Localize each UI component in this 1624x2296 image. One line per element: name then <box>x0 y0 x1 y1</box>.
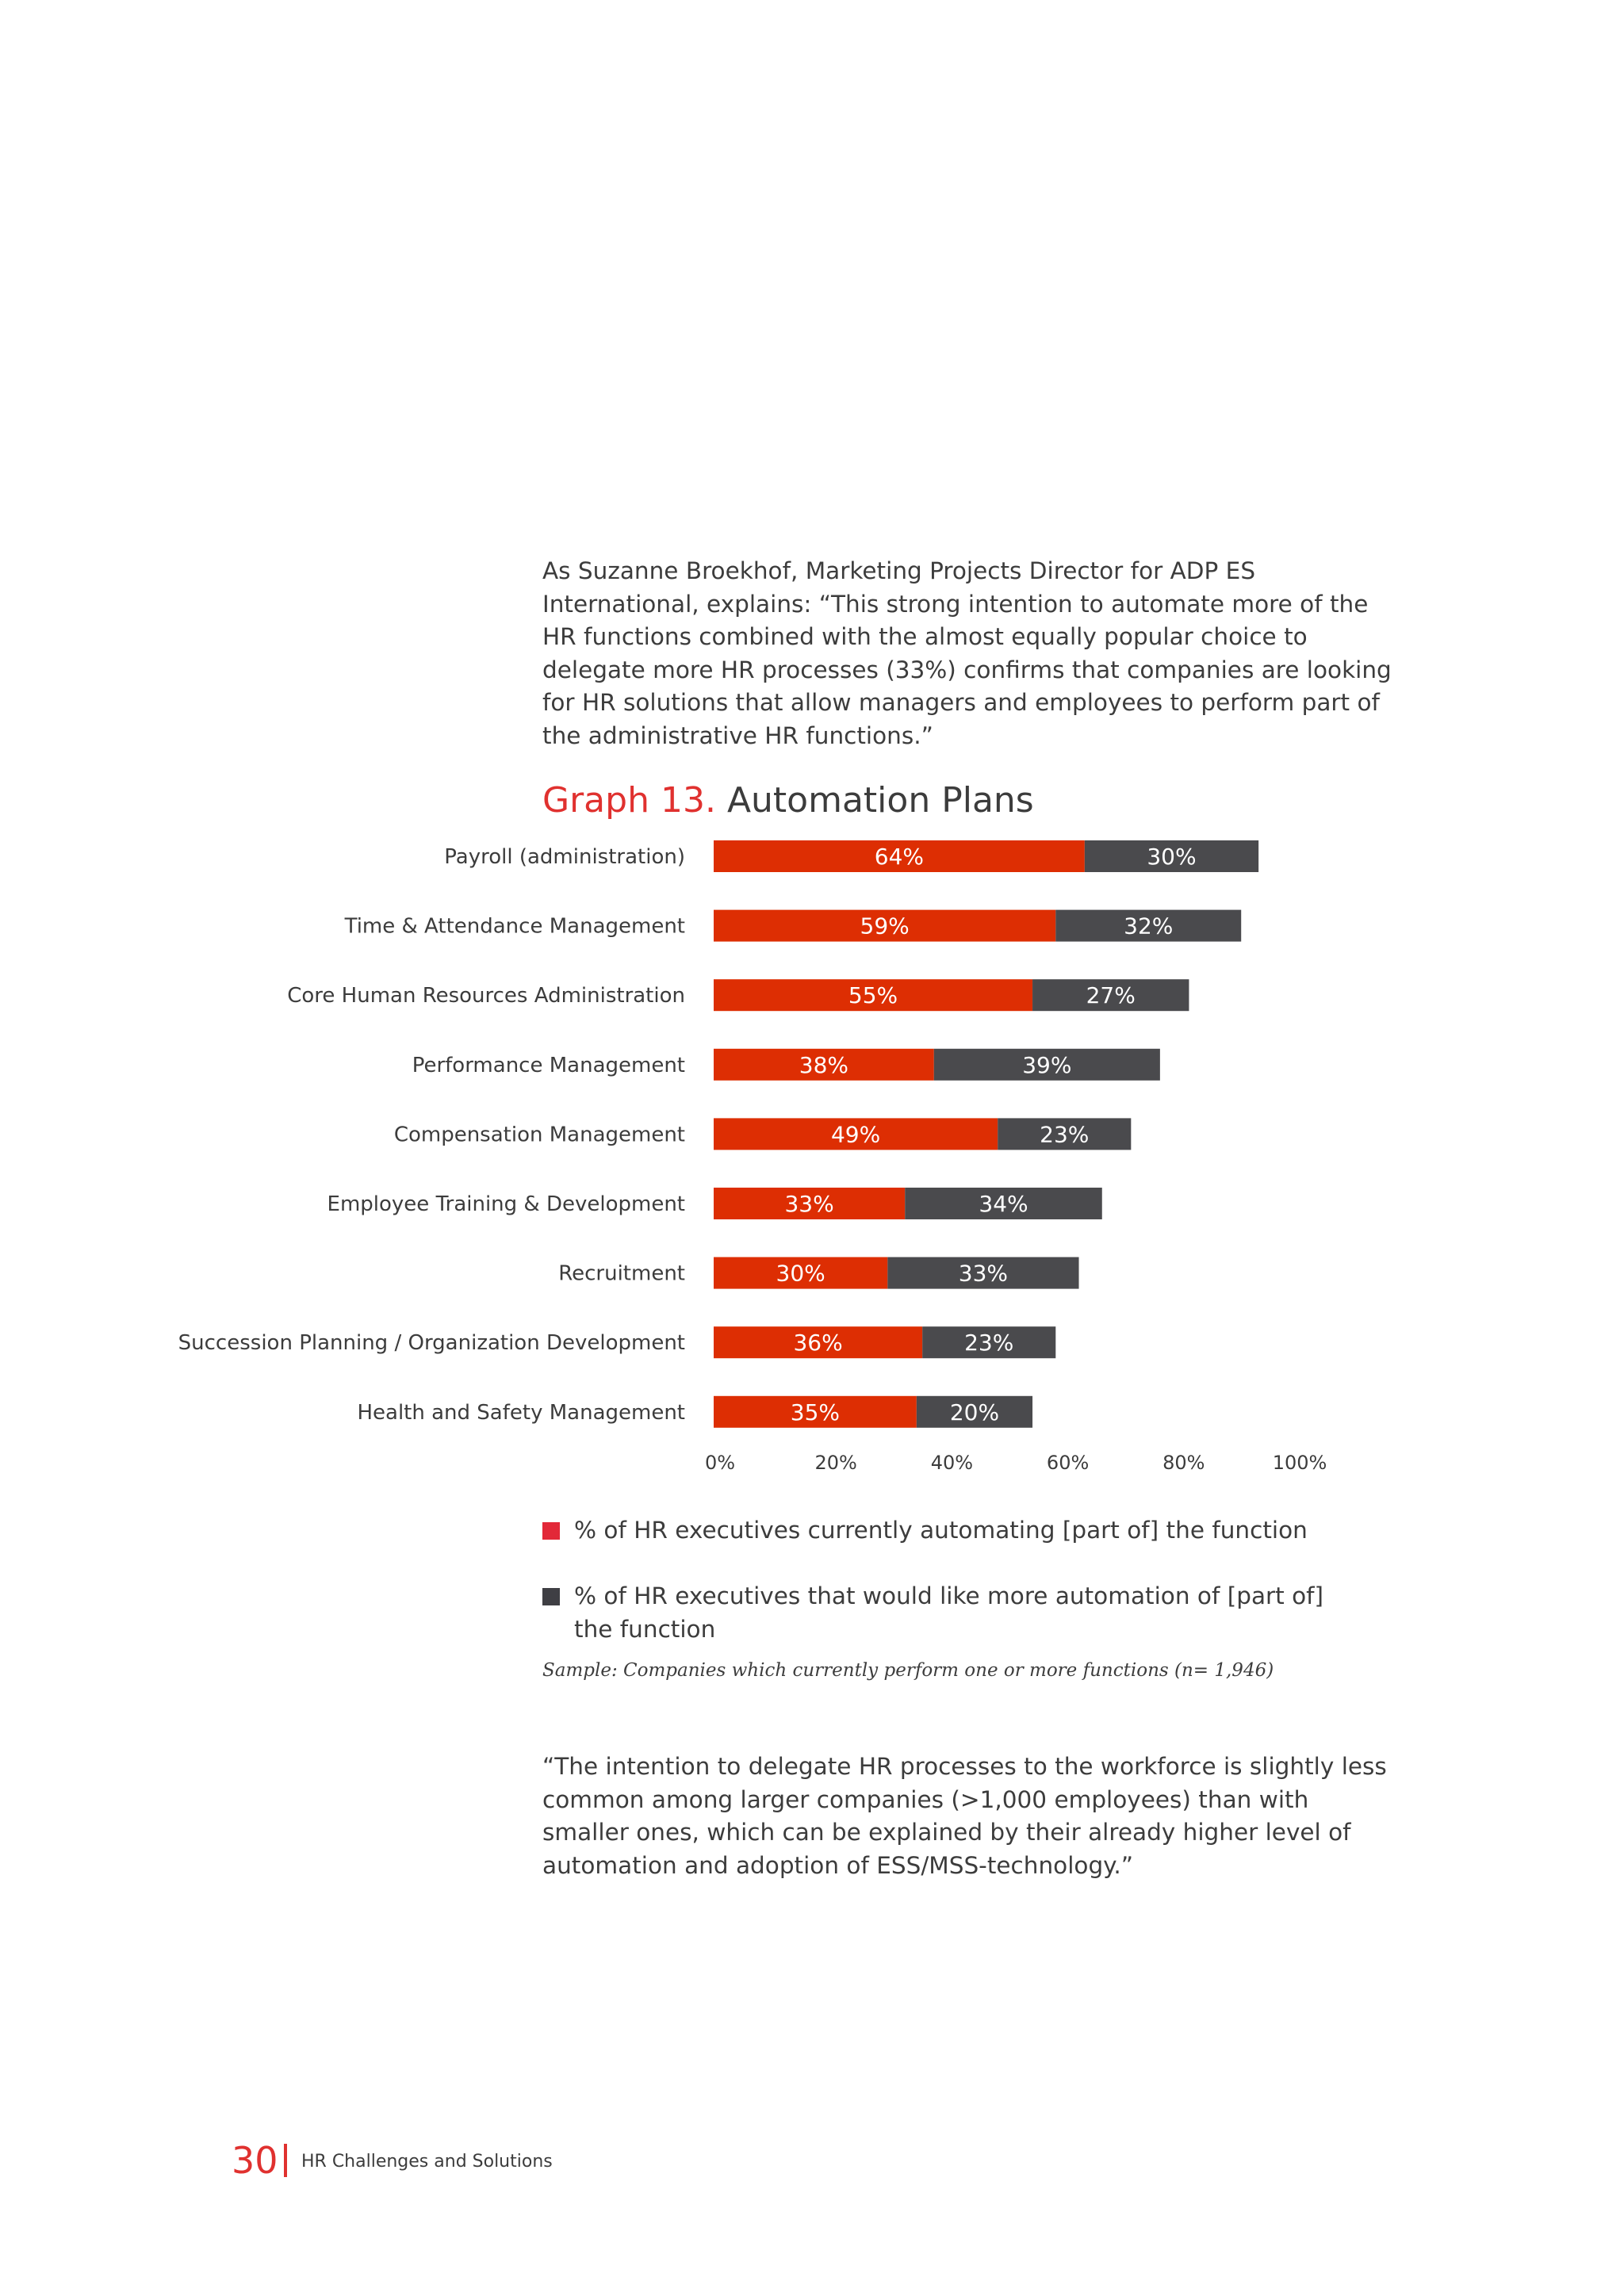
graph-name: Automation Plans <box>726 780 1034 821</box>
legend-swatch-more <box>542 1588 560 1605</box>
category-label: Core Human Resources Administration <box>287 984 685 1008</box>
data-label: 30% <box>776 1260 825 1287</box>
category-label: Succession Planning / Organization Development <box>178 1331 685 1356</box>
data-label: 23% <box>964 1330 1014 1357</box>
category-label: Compensation Management <box>393 1123 685 1147</box>
data-label: 33% <box>784 1191 834 1217</box>
category-label: Recruitment <box>558 1261 685 1286</box>
category-label: Performance Management <box>412 1053 685 1077</box>
data-label: 23% <box>1040 1121 1090 1148</box>
data-label: 32% <box>1124 913 1174 939</box>
x-tick-label: 80% <box>1162 1451 1205 1474</box>
footer-title: HR Challenges and Solutions <box>301 2152 553 2172</box>
data-label: 55% <box>848 982 898 1009</box>
legend-label-automating: % of HR executives currently automating [part of] the function <box>574 1517 1308 1544</box>
category-label: Health and Safety Management <box>357 1400 685 1425</box>
data-label: 36% <box>793 1330 843 1357</box>
data-label: 39% <box>1022 1051 1072 1078</box>
data-label: 33% <box>958 1260 1009 1287</box>
data-label: 59% <box>860 913 910 939</box>
x-tick-label: 40% <box>930 1451 974 1474</box>
quote-paragraph: “The intention to delegate HR processes to the workforce is slightly less common among larger companies (>1,000 employees) than with smaller ones, which can be explained by their already higher level of automation and adoption of ESS/MSS-technology.” <box>542 1753 1387 1879</box>
data-label: 64% <box>874 844 925 870</box>
legend-swatch-automating <box>542 1522 560 1540</box>
x-tick-label: 100% <box>1272 1451 1327 1474</box>
intro-paragraph: As Suzanne Broekhof, Marketing Projects Director for ADP ES International, explains: “This strong intention to automate more of the HR functions combined with the almost equally popular choice to delegate more HR processes (33%) confirms that companies are looking for HR solutions that allow managers and employees to perform part of the administrative HR functions.” <box>542 557 1392 749</box>
legend-item-more <box>542 1580 1335 1646</box>
graph-title <box>542 780 1034 821</box>
x-tick-label: 60% <box>1046 1451 1090 1474</box>
category-label: Time & Attendance Management <box>344 914 685 939</box>
data-label: 27% <box>1086 982 1136 1009</box>
legend-label-more: % of HR executives that would like more automation of [part of] the function <box>574 1582 1324 1643</box>
category-label: Payroll (administration) <box>444 845 685 869</box>
sample-note: Sample: Companies which currently perform one or more functions (n= 1,946) <box>542 1660 1274 1681</box>
legend-item-automating <box>542 1514 1335 1548</box>
x-tick-label: 0% <box>704 1451 736 1474</box>
page-number: 30 <box>232 2139 278 2182</box>
data-label: 35% <box>790 1399 841 1425</box>
data-label: 34% <box>979 1191 1028 1217</box>
data-label: 38% <box>799 1051 849 1078</box>
data-label: 20% <box>949 1399 1000 1425</box>
data-label: 30% <box>1147 844 1197 870</box>
x-tick-label: 20% <box>814 1451 857 1474</box>
automation-plans-chart <box>0 840 1624 1506</box>
graph-number: Graph 13. <box>542 780 716 821</box>
footer-divider <box>284 2144 287 2177</box>
data-label: 49% <box>830 1121 881 1148</box>
category-label: Employee Training & Development <box>327 1192 685 1216</box>
